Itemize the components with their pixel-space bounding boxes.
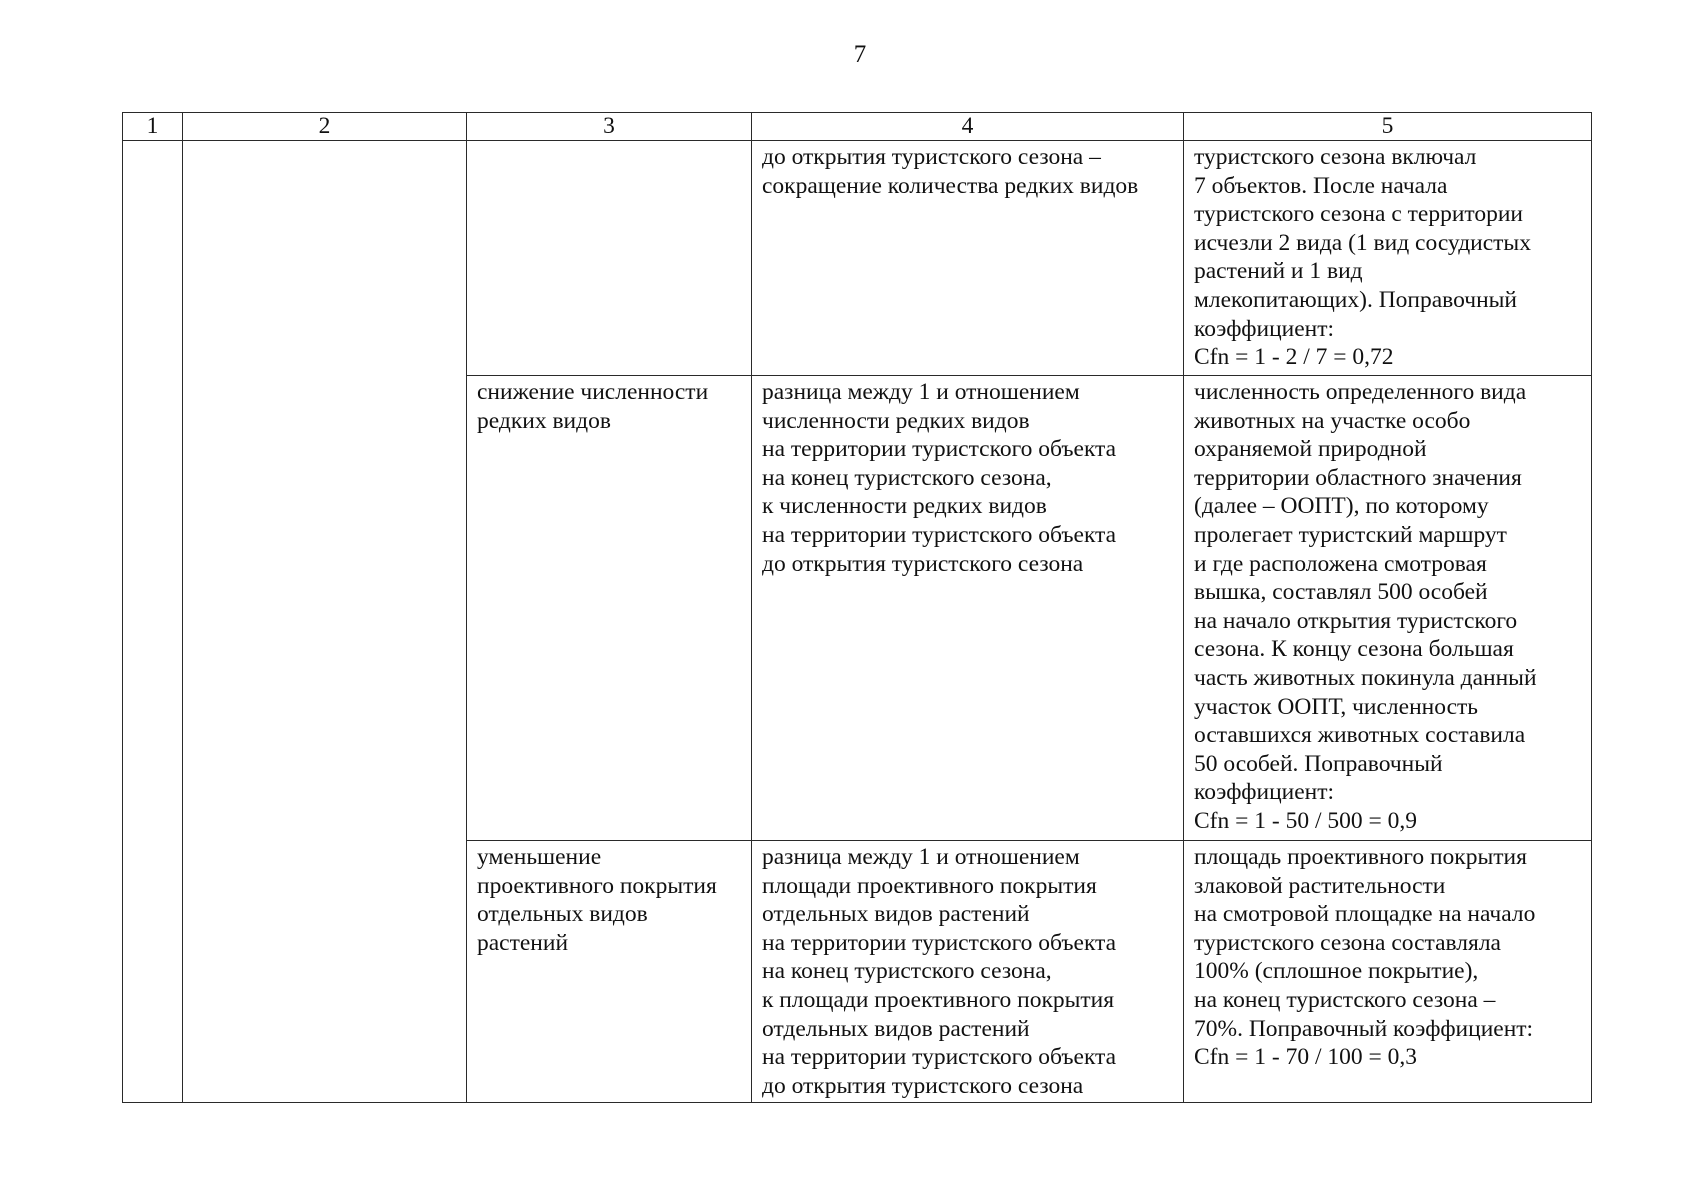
header-col-3: 3 [467, 113, 752, 141]
table-row [123, 141, 1592, 376]
cell-method: разница между 1 и отношением численности редких видов на территории туристского объекта на конец туристского сезона, к численности редких видов на территории туристского объекта до открытия туристского сезона [752, 376, 1184, 841]
cell-indicator: уменьшение проективного покрытия отдельных видов растений [467, 841, 752, 1103]
cell-indicator: снижение численности редких видов [467, 376, 752, 841]
cell-indicator [467, 141, 752, 376]
header-col-2: 2 [183, 113, 467, 141]
header-col-4: 4 [752, 113, 1184, 141]
page-number: 7 [853, 41, 867, 68]
cell-example: площадь проективного покрытия злаковой растительности на смотровой площадке на начало туристского сезона составляла 100% (сплошное покрытие), на конец туристского сезона – 70%. Поправочный коэффициент: Cfn = 1 - 70 / 100 = 0,3 [1184, 841, 1592, 1103]
header-col-1: 1 [123, 113, 183, 141]
cell-example: численность определенного вида животных на участке особо охраняемой природной территории областного значения (далее – ООПТ), по которому пролегает туристский маршрут и где расположена смотровая вышка, составлял 500 особей на начало открытия туристского сезона. К концу сезона большая часть животных покинула данный участок ООПТ, численность оставшихся животных составила 50 особей. Поправочный коэффициент: Cfn = 1 - 50 / 500 = 0,9 [1184, 376, 1592, 841]
document-table [122, 112, 1592, 1103]
cell-example: туристского сезона включал 7 объектов. После начала туристского сезона с территории исчезли 2 вида (1 вид сосудистых растений и 1 вид млекопитающих). Поправочный коэффициент: Cfn = 1 - 2 / 7 = 0,72 [1184, 141, 1592, 376]
cell-col-2 [183, 141, 467, 1103]
table-header-row [123, 113, 1592, 141]
cell-col-1 [123, 141, 183, 1103]
cell-method: до открытия туристского сезона – сокращение количества редких видов [752, 141, 1184, 376]
header-col-5: 5 [1184, 113, 1592, 141]
cell-method: разница между 1 и отношением площади проективного покрытия отдельных видов растений на территории туристского объекта на конец туристского сезона, к площади проективного покрытия отдельных видов растений на территории туристского объекта до открытия туристского сезона [752, 841, 1184, 1103]
